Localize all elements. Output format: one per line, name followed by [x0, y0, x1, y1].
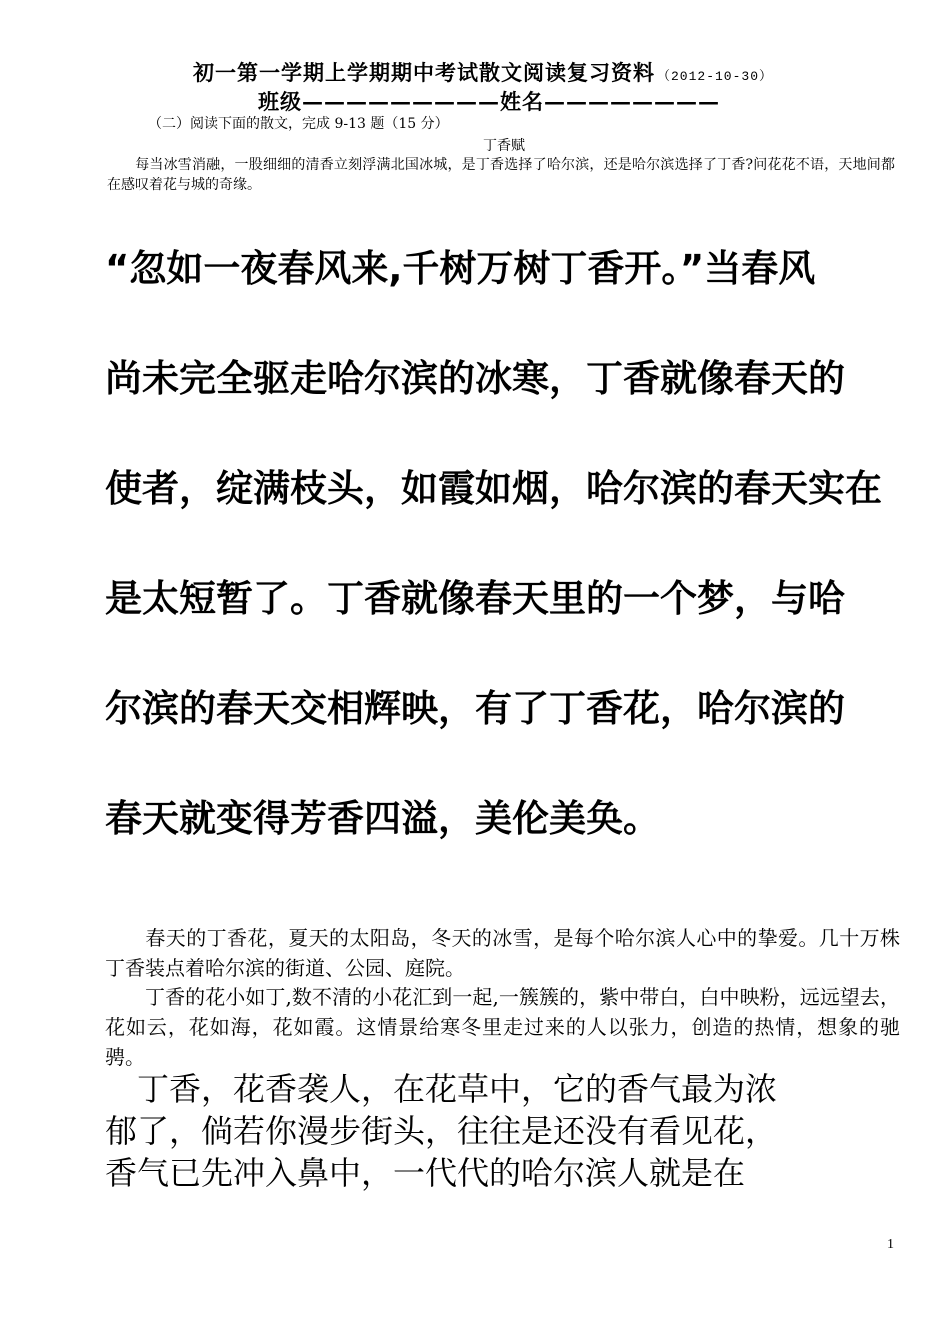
document-title [193, 57, 773, 87]
intro-paragraph [107, 155, 895, 195]
bold-line: 是太短暂了。丁香就像春天里的一个梦，与哈 [105, 577, 845, 620]
page-number: 1 [887, 1237, 894, 1252]
bold-line: 尔滨的春天交相辉映，有了丁香花，哈尔滨的 [105, 687, 845, 730]
title-date: （2012-10-30） [657, 69, 774, 84]
fragrance-line: 丁香，花香袭人，在花草中，它的香气最为浓 [137, 1070, 778, 1108]
small-flowers-paragraph [105, 982, 900, 1072]
bold-line: “忽如一夜春风来,千树万树丁香开。”当春风 [105, 247, 816, 290]
bold-line: 春天就变得芳香四溢，美伦美奂。 [105, 797, 660, 840]
fragrance-line: 香气已先冲入鼻中，一代代的哈尔滨人就是在 [105, 1154, 746, 1192]
fragrance-paragraph [105, 1068, 905, 1194]
bold-line: 使者，绽满枝头，如霞如烟，哈尔滨的春天实在 [105, 467, 882, 510]
spring-text: 春天的丁香花，夏天的太阳岛，冬天的冰雪，是每个哈尔滨人心中的挚爱。几十万株丁香装点着哈尔滨的街道、公园、庭院。 [105, 926, 900, 980]
fragrance-line: 郁了，倘若你漫步街头，往往是还没有看见花， [105, 1112, 778, 1150]
small-flowers-text: 丁香的花小如丁,数不清的小花汇到一起,一簇簇的，紫中带白，白中映粉，远远望去，花如云，花如海，花如霞。这情景给寒冬里走过来的人以张力，创造的热情，想象的驰骋。 [105, 985, 900, 1069]
spring-paragraph [105, 923, 900, 983]
class-name-line: 班级—————————姓名———————— [258, 89, 720, 114]
essay-title: 丁香赋 [483, 138, 525, 154]
section-instruction: （二）阅读下面的散文，完成 9-13 题（15 分） [148, 116, 449, 132]
title-text: 初一第一学期上学期期中考试散文阅读复习资料 [193, 60, 655, 85]
intro-text: 每当冰雪消融，一股细细的清香立刻浮满北国冰城，是丁香选择了哈尔滨，还是哈尔滨选择了丁香?问花花不语，天地间都在感叹着花与城的奇缘。 [107, 157, 895, 193]
bold-line: 尚未完全驱走哈尔滨的冰寒，丁香就像春天的 [105, 357, 845, 400]
